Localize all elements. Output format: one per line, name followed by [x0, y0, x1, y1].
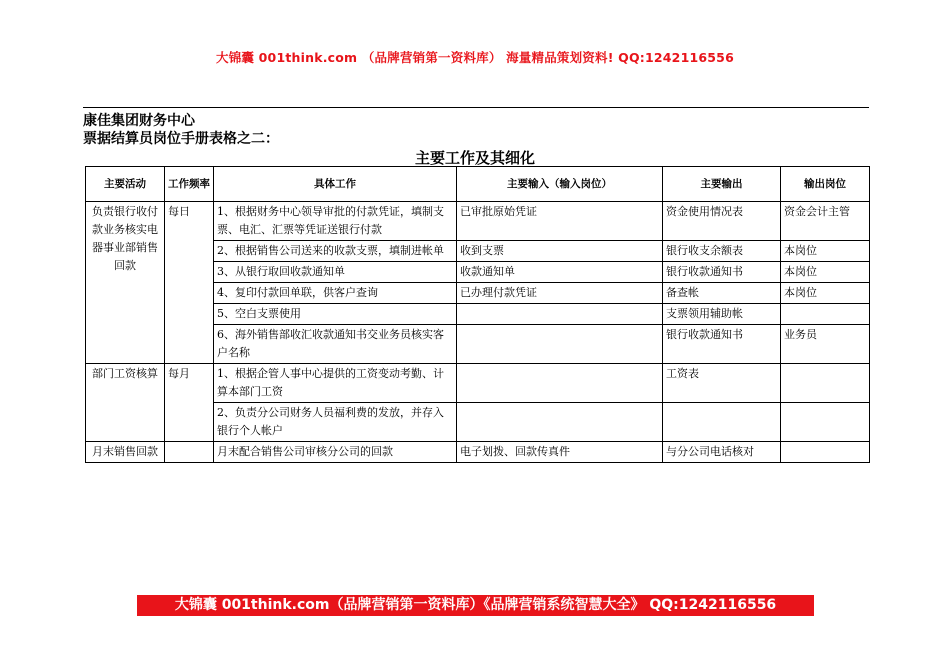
work-cell: 4、复印付款回单联，供客户查询 [214, 283, 457, 304]
header-work: 具体工作 [214, 167, 457, 202]
input-cell [457, 325, 663, 364]
work-cell: 6、海外销售部收汇收款通知书交业务员核实客户名称 [214, 325, 457, 364]
post-cell: 本岗位 [781, 241, 870, 262]
output-cell: 支票领用辅助帐 [663, 304, 781, 325]
post-cell: 资金会计主管 [781, 202, 870, 241]
work-cell: 5、空白支票使用 [214, 304, 457, 325]
header-post: 输出岗位 [781, 167, 870, 202]
work-cell: 2、根据销售公司送来的收款支票，填制进帐单 [214, 241, 457, 262]
header-rule [83, 107, 869, 108]
post-cell: 本岗位 [781, 283, 870, 304]
work-cell: 2、负责分公司财务人员福利费的发放，并存入银行个人帐户 [214, 403, 457, 442]
activity-cell: 负责银行收付款业务核实电器事业部销售回款 [86, 202, 165, 364]
work-table [85, 166, 870, 463]
post-cell: 业务员 [781, 325, 870, 364]
input-cell: 电子划拨、回款传真件 [457, 442, 663, 463]
frequency-cell [165, 442, 214, 463]
input-cell: 已审批原始凭证 [457, 202, 663, 241]
org-name: 康佳集团财务中心 [83, 113, 195, 129]
frequency-cell: 每日 [165, 202, 214, 364]
work-cell: 3、从银行取回收款通知单 [214, 262, 457, 283]
table-row [86, 202, 870, 241]
table-title: 主要工作及其细化 [414, 149, 535, 167]
input-cell [457, 364, 663, 403]
header-output: 主要输出 [663, 167, 781, 202]
output-cell: 银行收款通知书 [663, 325, 781, 364]
input-cell [457, 304, 663, 325]
output-cell: 银行收款通知书 [663, 262, 781, 283]
post-cell [781, 304, 870, 325]
work-cell: 月末配合销售公司审核分公司的回款 [214, 442, 457, 463]
table-row [86, 442, 870, 463]
bottom-banner: 大锦囊 001think.com（品牌营销第一资料库）《品牌营销系统智慧大全》 QQ:1242116556 [137, 595, 814, 616]
post-cell: 本岗位 [781, 262, 870, 283]
output-cell: 银行收支余额表 [663, 241, 781, 262]
header-frequency: 工作频率 [165, 167, 214, 202]
work-cell: 1、根据企管人事中心提供的工资变动考勤、计算本部门工资 [214, 364, 457, 403]
top-banner: 大锦囊 001think.com （品牌营销第一资料库） 海量精品策划资料! QQ:1242116556 [216, 50, 734, 65]
post-cell [781, 442, 870, 463]
input-cell: 已办理付款凭证 [457, 283, 663, 304]
header-activity: 主要活动 [86, 167, 165, 202]
work-cell: 1、根据财务中心领导审批的付款凭证，填制支票、电汇、汇票等凭证送银行付款 [214, 202, 457, 241]
table-header-row [86, 167, 870, 202]
frequency-cell: 每月 [165, 364, 214, 442]
output-cell: 与分公司电话核对 [663, 442, 781, 463]
output-cell: 备查帐 [663, 283, 781, 304]
input-cell: 收款通知单 [457, 262, 663, 283]
output-cell: 工资表 [663, 364, 781, 403]
activity-cell: 部门工资核算 [86, 364, 165, 442]
input-cell: 收到支票 [457, 241, 663, 262]
post-cell [781, 364, 870, 403]
input-cell [457, 403, 663, 442]
output-cell: 资金使用情况表 [663, 202, 781, 241]
activity-cell: 月末销售回款 [86, 442, 165, 463]
doc-subtitle: 票据结算员岗位手册表格之二： [83, 131, 279, 147]
output-cell [663, 403, 781, 442]
header-input: 主要输入（输入岗位） [457, 167, 663, 202]
post-cell [781, 403, 870, 442]
table-row [86, 364, 870, 403]
